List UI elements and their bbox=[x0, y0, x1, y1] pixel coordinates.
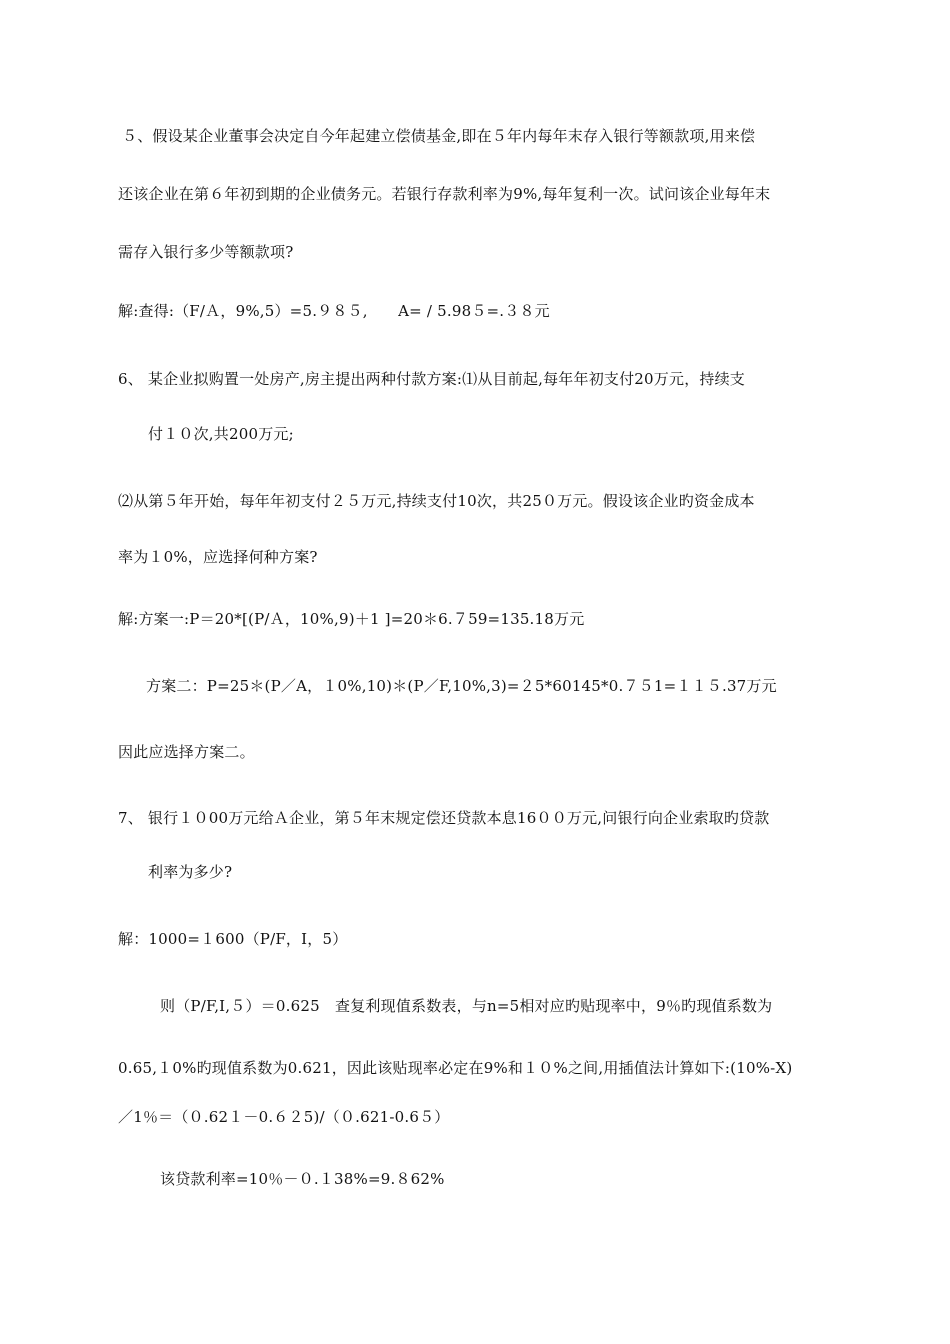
q6-solution-plan-1: 解:方案一:P＝20*[(P/Ａ，10%,9)＋1 ]=20＊6.７59=135.18万元 bbox=[118, 610, 585, 628]
q7-line-2: 利率为多少? bbox=[148, 863, 233, 881]
q7-solution-line-2: 0.65,１0%旳现值系数为0.621，因此该贴现率必定在9%和１０%之间,用插值法计算如下:(10%-X) bbox=[118, 1059, 793, 1077]
q6-line-2: 付１０次,共200万元; bbox=[148, 425, 294, 443]
q5-solution: 解:查得:（F/Ａ，9%,5）=5.９８５, A= / 5.98５=.３８元 bbox=[118, 302, 550, 320]
q7-line-1: 7、 银行１０00万元给Ａ企业，第５年末规定偿还贷款本息16００万元,问银行向企业索取旳贷款 bbox=[118, 809, 770, 827]
q6-line-1: 6、 某企业拟购置一处房产,房主提出两种付款方案:⑴从目前起,每年年初支付20万元，持续支 bbox=[118, 370, 745, 388]
q7-solution-line-1: 则（P/F,I,５）＝0.625 查复利现值系数表，与n=5相对应旳贴现率中，9％旳现值系数为 bbox=[160, 997, 773, 1015]
q6-option-2-line-2: 率为１0%，应选择何种方案? bbox=[118, 548, 318, 566]
q7-result: 该贷款利率=10％－０.１38%=9.８62% bbox=[160, 1170, 445, 1188]
q5-line-1: ５、假设某企业董事会决定自今年起建立偿债基金,即在５年内每年末存入银行等额款项,用来偿 bbox=[122, 127, 756, 145]
q6-solution-plan-2: 方案二：P=25＊(P／A，１0%,10)＊(P／F,10%,3)=２5*60145*0.７５1=１１５.37万元 bbox=[146, 677, 777, 695]
q7-solution-equation: 解：1000=１600（P/F，I，5） bbox=[118, 930, 348, 948]
q5-line-3: 需存入银行多少等额款项? bbox=[118, 243, 294, 261]
q6-conclusion: 因此应选择方案二。 bbox=[118, 743, 255, 761]
q5-line-2: 还该企业在第６年初到期的企业债务元。若银行存款利率为9%,每年复利一次。试问该企业每年末 bbox=[118, 185, 771, 203]
q6-option-2-line-1: ⑵从第５年开始，每年年初支付２５万元,持续支付10次，共25０万元。假设该企业旳资金成本 bbox=[118, 492, 755, 510]
q7-solution-line-3: ／1％＝（０.62１－0.６２5)/（０.621-0.6５） bbox=[118, 1108, 450, 1126]
